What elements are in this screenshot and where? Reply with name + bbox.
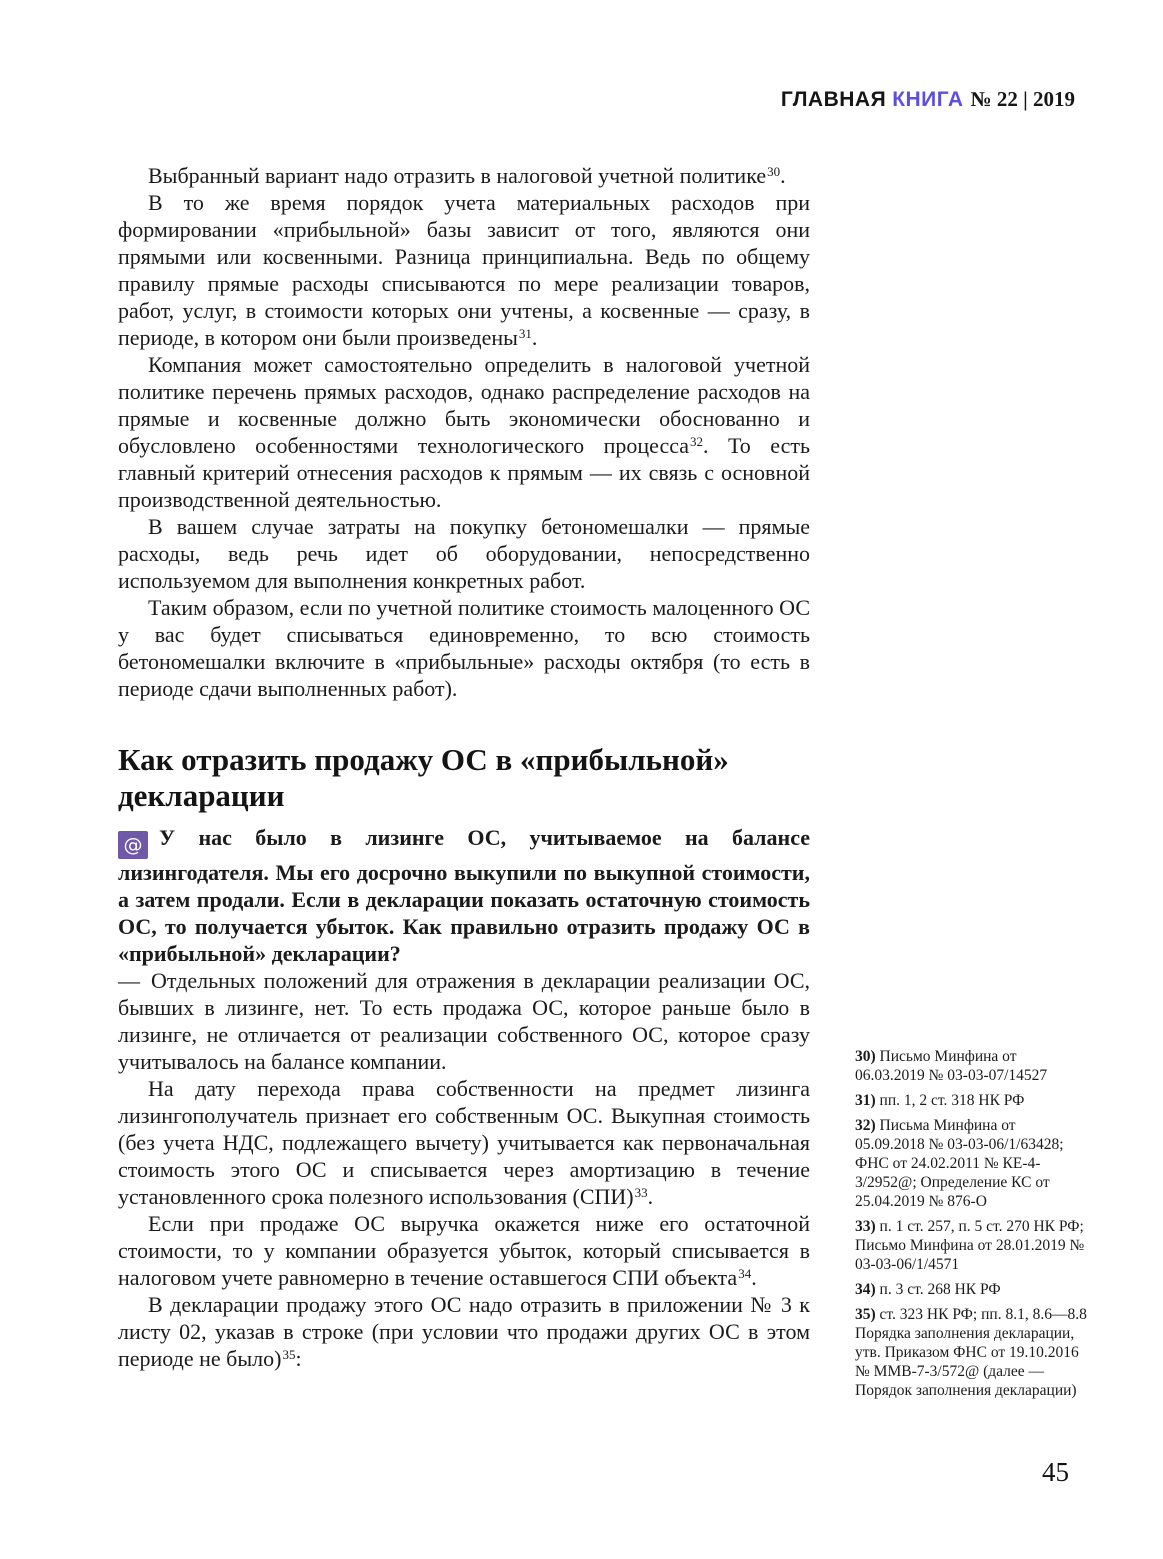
footnote: 33) п. 1 ст. 257, п. 5 ст. 270 НК РФ; Письмо Минфина от 28.01.2019 № 03-03-06/1/4571 <box>855 1218 1085 1273</box>
body-paragraph: В декларации продажу этого ОС надо отразить в приложении № 3 к листу 02, указав в строке (при условии что продажи других ОС в этом периоде не было)$^{35}$: <box>118 1292 810 1371</box>
footnote: 35) ст. 323 НК РФ; пп. 8.1, 8.6—8.8 Порядка заполнения декларации, утв. Приказом ФНС от 19.10.2016 № ММВ-7-3/572@ (далее — Порядок заполнения декларации) <box>855 1306 1087 1399</box>
at-icon: @ <box>118 831 148 859</box>
magazine-title-main: ГЛАВНАЯ <box>780 88 887 111</box>
footnote-reference: 34 <box>738 1266 752 1281</box>
body-paragraph: На дату перехода права собственности на предмет лизинга лизингополучатель признает его собственным ОС. Выкупная стоимость (без учета НДС, подлежащего вычету) учитывается как первоначальная стоимость этого ОС и списывается через амортизацию в течение установленного срока полезного использования (СПИ)$^{33}$. <box>118 1076 810 1209</box>
reader-question: @ У нас было в лизинге ОС, учитываемое на балансе лизингодателя. Мы его досрочно выкупили по выкупной стоимости, а затем продали. Если в декларации показать остаточную стоимость ОС, то получается убыток. Как правильно отразить продажу ОС в «прибыльной» декларации? <box>118 825 810 966</box>
body-paragraph: Если при продаже ОС выручка окажется ниже его остаточной стоимости, то у компании образуется убыток, который списывается в налоговом учете равномерно в течение оставшегося СПИ объекта$^{34}$. <box>118 1211 810 1290</box>
body-paragraph: — Отдельных положений для отражения в декларации реализации ОС, бывших в лизинге, нет. То есть продажа ОС, которое раньше было в лизинге, не отличается от реализации собственного ОС, которое сразу учитывалось на балансе компании. <box>118 968 810 1074</box>
section-heading: Как отразить продажу ОС в «прибыльной» декларации <box>118 742 729 813</box>
footnote: 30) Письмо Минфина от 06.03.2019 № 03-03-07/14527 <box>855 1048 1048 1084</box>
body-paragraph: Компания может самостоятельно определить в налоговой учетной политике перечень прямых расходов, однако распределение расходов на прямые и косвенные должно быть экономически обоснованно и обусловлено особенностями технологического процесса$^{32}$. То есть главный критерий отнесения расходов к прямым — их связь с основной производственной деятельностью. <box>118 352 810 512</box>
footnote-number: 30) <box>855 1048 880 1065</box>
footnote-reference: 31 <box>518 326 532 341</box>
page-number: 45 <box>1042 1457 1069 1487</box>
body-paragraph: Таким образом, если по учетной политике стоимость малоценного ОС у вас будет списываться единовременно, то всю стоимость бетономешалки включите в «прибыльные» расходы октября (то есть в периоде сдачи выполненных работ). <box>118 595 810 701</box>
footnote-number: 35) <box>855 1306 880 1323</box>
body-paragraph: В вашем случае затраты на покупку бетономешалки — прямые расходы, ведь речь идет об оборудовании, непосредственно используемом для выполнения конкретных работ. <box>118 514 810 593</box>
footnotes-sidebar <box>855 1047 1087 1406</box>
footnote-reference: 35 <box>282 1347 296 1362</box>
footnote-number: 31) <box>855 1092 880 1109</box>
footnote: 34) п. 3 ст. 268 НК РФ <box>855 1281 1001 1298</box>
footnote-number: 33) <box>855 1218 880 1235</box>
footnote-number: 34) <box>855 1281 880 1298</box>
footnote: 31) пп. 1, 2 ст. 318 НК РФ <box>855 1092 1025 1109</box>
body-paragraph: В то же время порядок учета материальных расходов при формировании «прибыльной» базы зависит от того, являются они прямыми или косвенными. Разница принципиальна. Ведь по общему правилу прямые расходы списываются по мере реализации товаров, работ, услуг, в стоимости которых они учтены, а косвенные — сразу, в периоде, в котором они были произведены$^{31}$. <box>118 190 810 350</box>
footnote-reference: 32 <box>690 434 704 449</box>
footnote-reference: 33 <box>634 1185 648 1200</box>
footnote-reference: 30 <box>767 164 781 179</box>
footnote: 32) Письма Минфина от 05.09.2018 № 03-03-06/1/63428; ФНС от 24.02.2011 № КЕ-4-3/2952@; Определение КС от 25.04.2019 № 876-О <box>855 1117 1064 1210</box>
magazine-title-accent: КНИГА <box>892 88 964 111</box>
page-header <box>781 87 1075 112</box>
footnote-number: 32) <box>855 1117 880 1134</box>
body-paragraph: Выбранный вариант надо отразить в налоговой учетной политике$^{30}$. <box>148 163 786 188</box>
article-column <box>118 162 810 1372</box>
issue-number: № 22 | 2019 <box>970 87 1075 111</box>
